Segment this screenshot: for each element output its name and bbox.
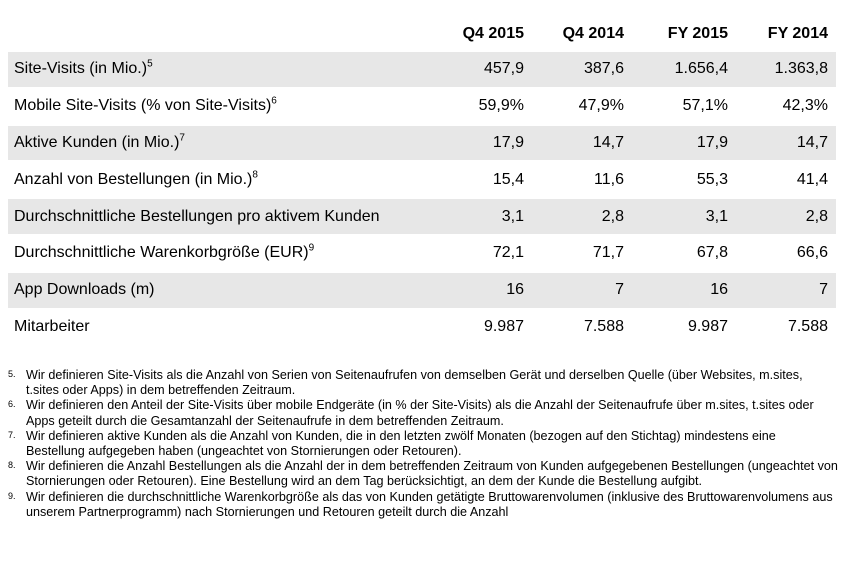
footnote-ref: 5 [147,59,153,71]
cell-fy-2014: 41,4 [736,161,836,198]
cell-q4-2015: 72,1 [424,235,532,272]
row-label: Aktive Kunden (in Mio.)$^7$ [8,125,424,162]
footnote-text: Wir definieren aktive Kunden als die Anzahl von Kunden, die in den letzten zwölf Monaten (bezogen auf den Stichtag) mindestens eine Bestellung aufgegeben haben (ungeachtet von Stornierungen oder Retouren). [26,428,776,459]
cell-q4-2014: 7 [532,272,632,309]
cell-q4-2014: 71,7 [532,235,632,272]
cell-fy-2015: 55,3 [632,161,736,198]
cell-q4-2015: 457,9 [424,51,532,88]
cell-q4-2014: 2,8 [532,198,632,235]
footnote-text: Wir definieren Site-Visits als die Anzahl von Serien von Seitenaufrufen von demselben Gerät und derselben Quelle (über Websites, m.sites, t.sites oder Apps) in dem betreffenden Zeitraum. [26,368,803,398]
footnote-ref: 7 [179,132,185,144]
cell-fy-2015: 3,1 [632,198,736,235]
footnote [8,398,838,428]
footnote [8,459,838,489]
cell-fy-2015: 1.656,4 [632,51,736,88]
cell-fy-2014: 7 [736,272,836,309]
table-row [8,125,836,162]
column-header-q4-2015: Q4 2015 [462,25,524,42]
footnote-number: 7. [8,429,16,440]
footnote [8,490,838,520]
cell-q4-2015: 59,9% [424,88,532,125]
row-label: Mobile Site-Visits (% von Site-Visits)$^6$ [8,88,424,125]
cell-q4-2015: 15,4 [424,161,532,198]
footnotes [8,368,838,520]
cell-q4-2014: 47,9% [532,88,632,125]
table-row [8,309,836,345]
cell-fy-2014: 66,6 [736,235,836,272]
row-label: Anzahl von Bestellungen (in Mio.)$^8$ [8,161,424,198]
cell-q4-2014: 11,6 [532,161,632,198]
cell-fy-2014: 2,8 [736,198,836,235]
footnote-number: 6. [8,399,16,410]
cell-fy-2014: 42,3% [736,88,836,125]
row-label: App Downloads (m) [8,272,424,309]
cell-q4-2014: 7.588 [532,309,632,345]
cell-q4-2014: 14,7 [532,125,632,162]
footnote-ref: 9 [308,243,315,255]
cell-fy-2014: 14,7 [736,125,836,162]
header-blank-cell [8,18,424,51]
footnote [8,429,838,459]
column-header-q4-2014: Q4 2014 [562,25,624,42]
footnote [8,368,838,398]
footnote-text: Wir definieren den Anteil der Site-Visits über mobile Endgeräte (in % der Site-Visits) als die Anzahl der Seitenaufrufe über m.sites, t.sites oder Apps geteilt durch die Gesamtanzahl der Seitenaufrufe in dem betreffenden Zeitraum. [26,398,814,428]
footnote-text: Wir definieren die durchschnittliche Warenkorbgröße als das von Kunden getätigte Bruttowarenvolumen (inklusive des Bruttowarenvolumens aus unserem Partnerprogramm) nach Stornierungen und Retouren geteilt durch die Anzahl [26,489,833,519]
cell-fy-2014: 1.363,8 [736,51,836,88]
cell-q4-2015: 9.987 [424,309,532,345]
table-row [8,235,836,272]
cell-fy-2015: 17,9 [632,125,736,162]
row-label: Site-Visits (in Mio.)$^5$ [8,51,424,88]
row-label: Durchschnittliche Warenkorbgröße (EUR)$^9$ [8,235,424,272]
footnote-text: Wir definieren die Anzahl Bestellungen als die Anzahl der in dem betreffenden Zeitraum von Kunden aufgegebenen Bestellungen (ungeachtet von Stornierungen oder Retouren). Eine Bestellung wird an dem Tag berücksichtigt, an dem der Kunde die Bestellung aufgibt. [26,459,838,489]
column-header-fy-2014: FY 2014 [767,25,828,42]
table-row [8,272,836,309]
row-label: Durchschnittliche Bestellungen pro aktivem Kunden [8,198,424,235]
cell-fy-2015: 9.987 [632,309,736,345]
cell-q4-2014: 387,6 [532,51,632,88]
footnote-number: 9. [8,490,16,501]
cell-q4-2015: 3,1 [424,198,532,235]
cell-q4-2015: 17,9 [424,125,532,162]
table-header-row [8,18,836,51]
cell-fy-2014: 7.588 [736,309,836,345]
table-row [8,88,836,125]
footnote-number: 5. [8,369,16,379]
cell-q4-2015: 16 [424,272,532,309]
table-row [8,161,836,198]
footnote-ref: 8 [252,169,258,181]
column-header-fy-2015: FY 2015 [667,25,728,42]
cell-fy-2015: 57,1% [632,88,736,125]
table-row [8,51,836,88]
footnote-number: 8. [8,460,16,471]
cell-fy-2015: 16 [632,272,736,309]
kpi-table [8,18,836,344]
footnote-ref: 6 [271,95,277,107]
row-label: Mitarbeiter [8,309,424,345]
table-row [8,198,836,235]
cell-fy-2015: 67,8 [632,235,736,272]
